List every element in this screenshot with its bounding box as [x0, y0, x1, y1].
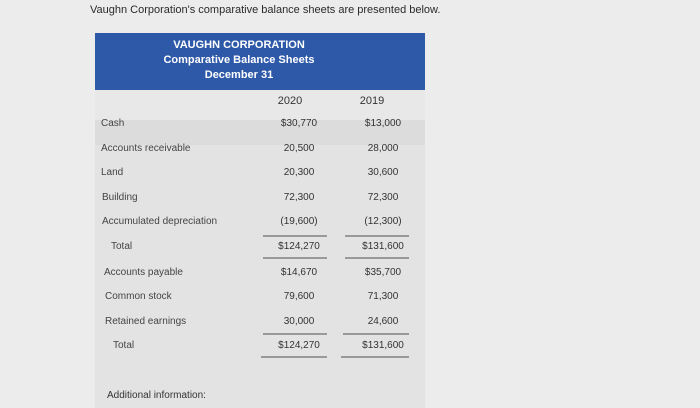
- column-2020: 2020: [277, 95, 303, 107]
- sheet-title: Comparative Balance Sheets: [163, 54, 315, 66]
- value-2020: $30,770: [280, 118, 318, 129]
- value-2020: $124,270: [278, 340, 320, 351]
- subtotal-rule: [345, 235, 409, 237]
- row-label: Cash: [101, 118, 125, 129]
- additional-information-label: Additional information:: [107, 390, 206, 401]
- value-2019: 71,300: [367, 291, 399, 302]
- table-row: [95, 291, 425, 311]
- value-2020: (19,600): [280, 216, 318, 227]
- table-row: [95, 192, 425, 212]
- total-rule: [341, 356, 409, 358]
- sheet-date: December 31: [204, 69, 274, 81]
- subtotal-rule: [263, 235, 327, 237]
- value-2020: 72,300: [283, 192, 315, 203]
- row-label: Accumulated depreciation: [102, 216, 218, 227]
- table-row: [95, 118, 425, 138]
- row-label: Land: [101, 167, 124, 178]
- row-label: Accounts payable: [104, 267, 183, 278]
- table-row: [95, 267, 425, 287]
- total-rule: [261, 356, 327, 358]
- value-2019: $131,600: [362, 241, 404, 252]
- table-row: [95, 216, 425, 236]
- subtotal-rule: [343, 333, 409, 335]
- value-2020: 30,000: [283, 316, 315, 327]
- value-2019: $35,700: [364, 267, 402, 278]
- value-2019: (12,300): [364, 216, 402, 227]
- value-2020: 20,500: [283, 143, 315, 154]
- value-2019: 24,600: [367, 316, 399, 327]
- row-label: Accounts receivable: [101, 143, 191, 154]
- row-label: Retained earnings: [105, 316, 187, 327]
- total-rule: [263, 257, 327, 259]
- value-2020: $124,270: [278, 241, 320, 252]
- table-row: [95, 143, 425, 163]
- column-2019: 2019: [359, 95, 385, 107]
- sheet-header: [95, 33, 425, 90]
- subtotal-rule: [263, 333, 327, 335]
- total-rule: [345, 257, 409, 259]
- row-label: Building: [102, 192, 138, 203]
- value-2020: $14,670: [280, 267, 318, 278]
- row-label: Total: [111, 241, 133, 252]
- value-2020: 20,300: [283, 167, 315, 178]
- intro-text: Vaughn Corporation's comparative balance sheets are presented below.: [90, 4, 441, 16]
- row-label: Common stock: [105, 291, 172, 302]
- value-2019: $13,000: [364, 118, 402, 129]
- company-name: VAUGHN CORPORATION: [173, 39, 305, 51]
- value-2020: 79,600: [283, 291, 315, 302]
- value-2019: $131,600: [362, 340, 404, 351]
- value-2019: 28,000: [367, 143, 399, 154]
- row-label: Total: [113, 340, 135, 351]
- value-2019: 30,600: [367, 167, 399, 178]
- value-2019: 72,300: [367, 192, 399, 203]
- table-row: [95, 167, 425, 187]
